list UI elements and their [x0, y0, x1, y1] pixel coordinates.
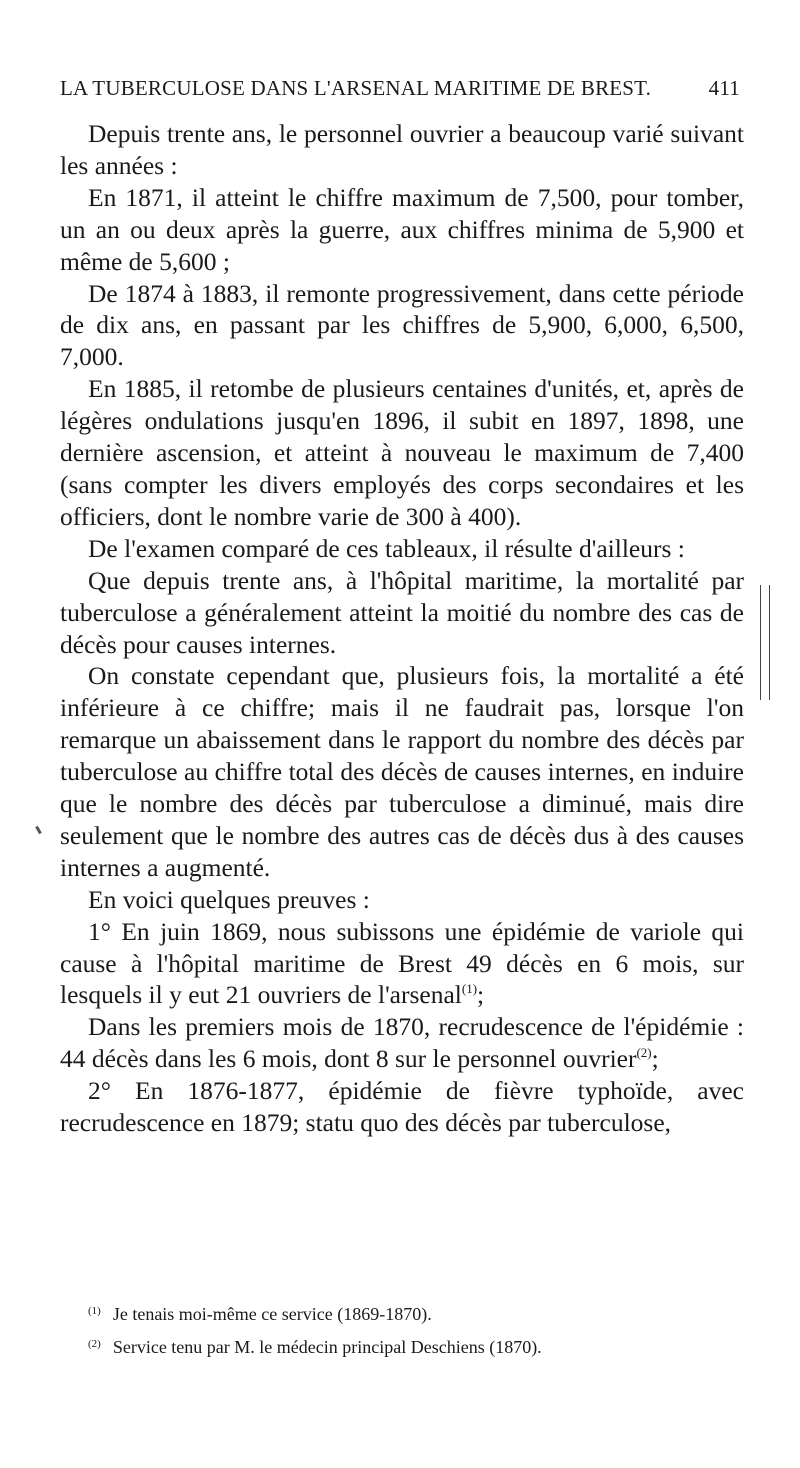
paragraph: De l'examen comparé de ces tableaux, il résulte d'ailleurs : [88, 533, 685, 563]
running-head-title: LA TUBERCULOSE DANS L'ARSENAL MARITIME DE BREST. [60, 76, 652, 100]
paragraph: Que depuis trente ans, à l'hôpital maritime, la mortalité par tuberculose a généralement atteint la moitié du nombre des cas de décès pour causes internes. [60, 565, 744, 659]
footnote-mark: (1) [88, 1305, 101, 1317]
paragraph: De 1874 à 1883, il remonte progressivement, dans cette période de dix ans, en passant par les chiffres de 5,900, 6,000, 6,500, 7,000. [60, 278, 744, 372]
paragraph: En 1885, il retombe de plusieurs centaines d'unités, et, après de légères ondulations jusqu'en 1896, il subit en 1897, 1898, une dernière ascension, et atteint à nouveau le maximum de 7,400 (sans compter les divers employés des corps secondaires et les officiers, dont le nombre varie de 300 à 400). [60, 374, 744, 531]
page-number: 411 [708, 76, 740, 100]
paragraph: En 1871, il atteint le chiffre maximum de 7,500, pour tomber, un an ou deux après la guerre, aux chiffres minima de 5,900 et même de 5,600 ; [60, 182, 744, 276]
body-text [60, 118, 744, 1139]
paragraph: 1° En juin 1869, nous subissons une épidémie de variole qui cause à l'hôpital maritime de Brest 49 décès en 6 mois, sur lesquels il y eut 21 ouvriers de l'arsenal$^{(1)}$; [60, 916, 744, 1010]
footnote [88, 1296, 728, 1329]
footnote [88, 1329, 728, 1362]
margin-bracket-mark [760, 585, 770, 700]
paragraph: 2° En 1876-1877, épidémie de fièvre typhoïde, avec recrudescence en 1879; statu quo des décès par tuberculose, [60, 1076, 744, 1138]
footnote-mark: (2) [88, 1338, 101, 1350]
running-head [60, 76, 740, 106]
footnote-text: Je tenais moi-même ce service (1869-1870). [112, 1304, 432, 1324]
margin-tick-mark [35, 826, 42, 834]
paragraph: Dans les premiers mois de 1870, recrudescence de l'épidémie : 44 décès dans les 6 mois, dont 8 sur le personnel ouvrier$^{(2)}$; [60, 1012, 744, 1074]
paragraph: En voici quelques preuves : [88, 884, 370, 914]
footnote-reference[interactable]: (2) [636, 1045, 652, 1061]
footnote-text: Service tenu par M. le médecin principal Deschiens (1870). [112, 1337, 542, 1357]
paragraph: On constate cependant que, plusieurs fois, la mortalité a été inférieure à ce chiffre; mais il ne faudrait pas, lorsque l'on remarque un abaissement dans le rapport du nombre des décès par tuberculose au chiffre total des décès de causes internes, en induire que le nombre des décès par tuberculose a diminué, mais dire seulement que le nombre des autres cas de décès dus à des causes internes a augmenté. [60, 661, 744, 882]
footnote-reference[interactable]: (1) [461, 981, 478, 997]
paragraph: Depuis trente ans, le personnel ouvrier a beaucoup varié suivant les années : [60, 119, 744, 180]
footnotes [88, 1296, 728, 1362]
